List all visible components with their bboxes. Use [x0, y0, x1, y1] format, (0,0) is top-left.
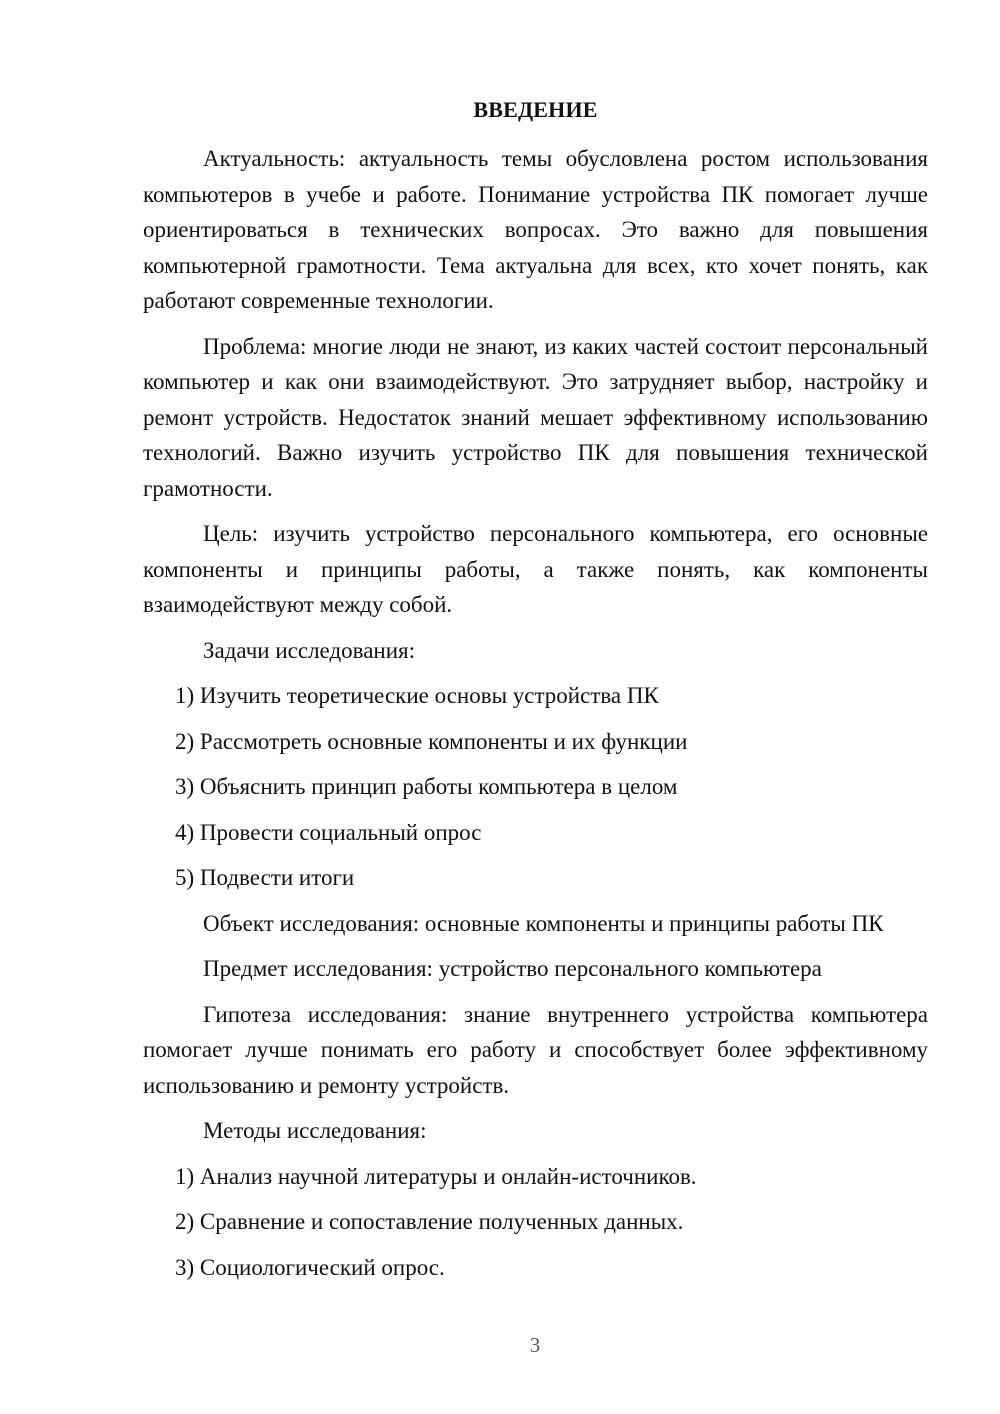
list-item: 2) Сравнение и сопоставление полученных данных.: [175, 1209, 684, 1234]
problem-paragraph: Проблема: многие люди не знают, из каких частей состоит персональный компьютер и как они взаимодействуют. Это затрудняет выбор, настройку и ремонт устройств. Недостаток знаний мешает эффективному использованию технологий. Важно изучить устройство ПК для повышения технической грамотности.: [143, 333, 928, 501]
relevance-paragraph: Актуальность: актуальность темы обусловлена ростом использования компьютеров в учебе и работе. Понимание устройства ПК помогает лучше ориентироваться в технических вопросах. Это важно для повышения компьютерной грамотности. Тема актуальна для всех, кто хочет понять, как работают современные технологии.: [143, 146, 928, 313]
tasks-heading: Задачи исследования:: [203, 637, 416, 663]
tasks-list: [143, 678, 928, 896]
methods-heading: Методы исследования:: [203, 1118, 427, 1143]
page-content: [143, 94, 928, 1295]
subject-paragraph: Предмет исследования: устройство персонального компьютера: [203, 956, 822, 981]
methods-list: [143, 1159, 928, 1286]
page-title: ВВЕДЕНИЕ: [473, 97, 598, 122]
list-item: 1) Анализ научной литературы и онлайн-источников.: [175, 1163, 697, 1189]
object-paragraph: Объект исследования: основные компоненты и принципы работы ПК: [203, 910, 884, 936]
page-number: 3: [529, 1333, 541, 1357]
list-item: 3) Социологический опрос.: [175, 1254, 445, 1280]
hypothesis-paragraph: Гипотеза исследования: знание внутреннего устройства компьютера помогает лучше понимать его работу и способствует более эффективному использованию и ремонту устройств.: [143, 1001, 928, 1098]
list-item: 4) Провести социальный опрос: [175, 819, 482, 845]
list-item: 3) Объяснить принцип работы компьютера в целом: [175, 774, 678, 799]
list-item: 5) Подвести итоги: [175, 865, 355, 890]
list-item: 2) Рассмотреть основные компоненты и их функции: [175, 728, 688, 754]
goal-paragraph: Цель: изучить устройство персонального компьютера, его основные компоненты и принципы работы, а также понять, как компоненты взаимодействуют между собой.: [143, 521, 928, 617]
list-item: 1) Изучить теоретические основы устройства ПК: [175, 683, 659, 708]
